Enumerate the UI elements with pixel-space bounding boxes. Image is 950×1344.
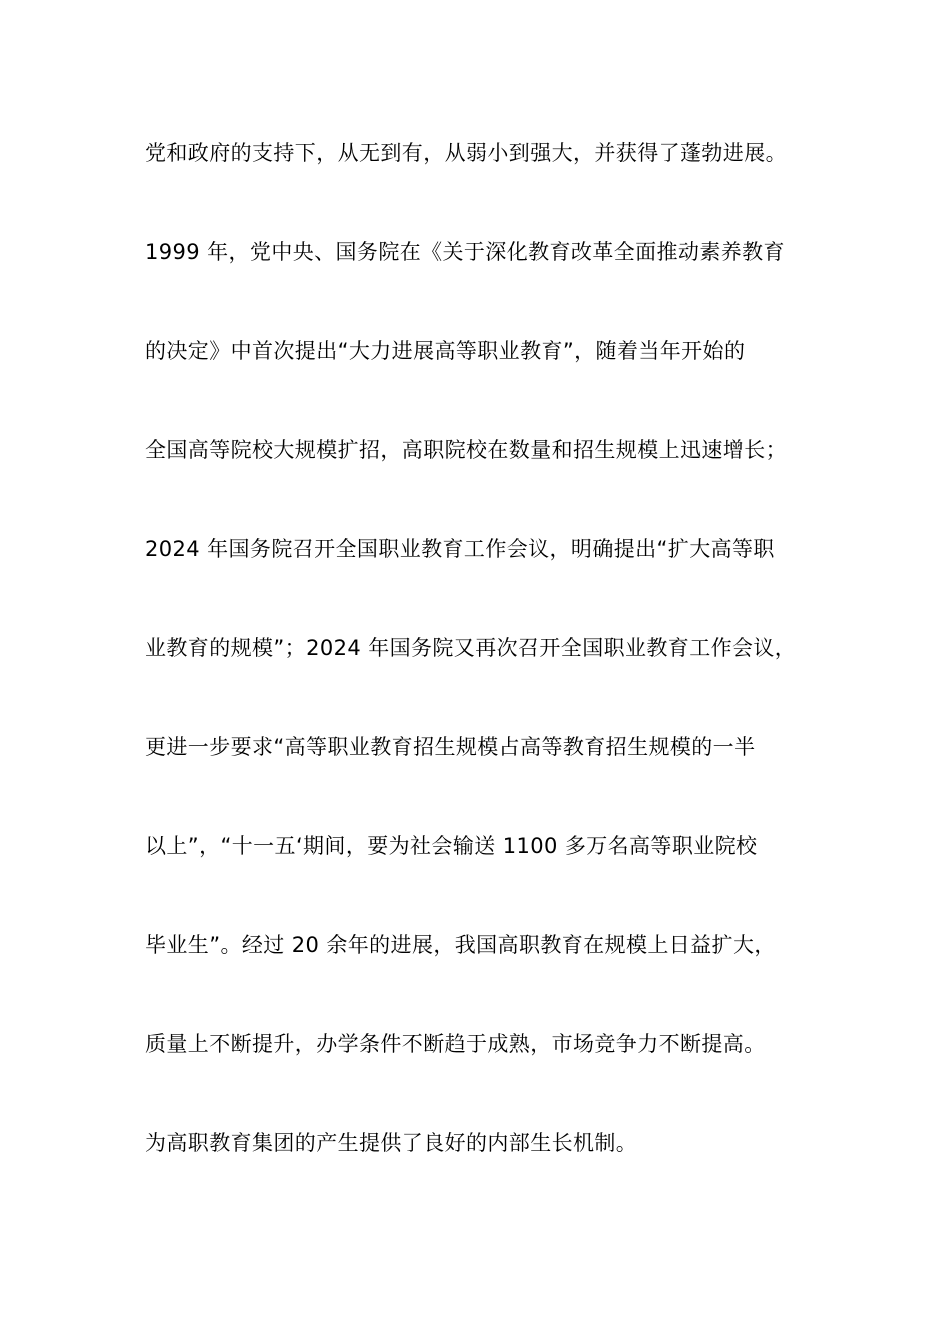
text-line: 党和政府的支持下，从无到有，从弱小到强大，并获得了蓬勃进展。 xyxy=(145,141,787,165)
text-line: 更进一步要求“高等职业教育招生规模占高等教育招生规模的一半 xyxy=(145,735,756,759)
body-text xyxy=(145,130,825,1219)
text-line: 质量上不断提升，办学条件不断趋于成熟，市场竞争力不断提高。 xyxy=(145,1032,766,1056)
text-line: 业教育的规模”；2024 年国务院又再次召开全国职业教育工作会议， xyxy=(145,636,797,660)
text-line: 全国高等院校大规模扩招，高职院校在数量和招生规模上迅速增长； xyxy=(145,438,787,462)
text-line: 2024 年国务院召开全国职业教育工作会议，明确提出“扩大高等职 xyxy=(145,537,775,561)
text-line: 以上”，“十一五‘期间，要为社会输送 1100 多万名高等职业院校 xyxy=(145,834,758,858)
text-line: 1999 年，党中央、国务院在《关于深化教育改革全面推动素养教育 xyxy=(145,240,785,264)
text-line: 的决定》中首次提出“大力进展高等职业教育”，随着当年开始的 xyxy=(145,339,746,363)
text-line: 为高职教育集团的产生提供了良好的内部生长机制。 xyxy=(145,1131,638,1155)
text-line: 毕业生”。经过 20 余年的进展，我国高职教育在规模上日益扩大， xyxy=(145,933,776,957)
